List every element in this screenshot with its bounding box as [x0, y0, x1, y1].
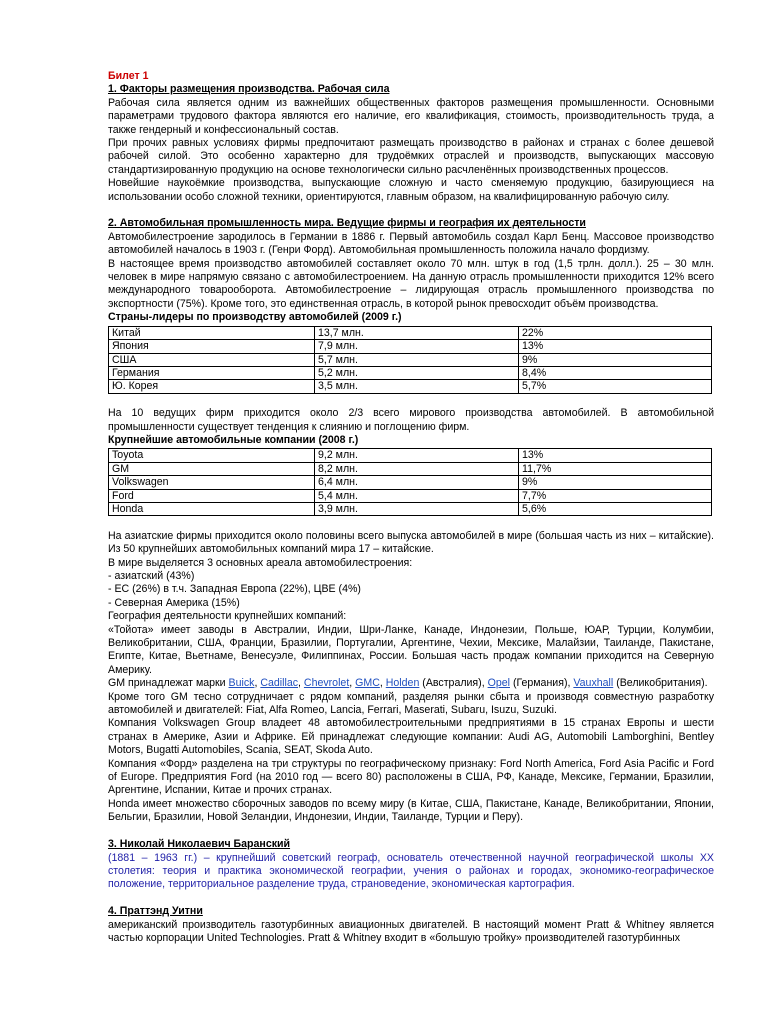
- table-row: [109, 353, 712, 366]
- table-cell: 9%: [519, 476, 712, 489]
- ford-paragraph: Компания «Форд» разделена на три структуры по географическому признаку: Ford North America, Ford Asia Pacific и Ford of Europe. Предприятия Ford (на 2010 год — всего 80) расположены в США, РФ, Канаде, Мексике, Германии, Бразилии, Аргентине, Испании, Китае и прочих странах.: [108, 757, 714, 797]
- ticket-title: Билет 1: [108, 70, 149, 82]
- section-2-paragraph: Автомобилестроение зародилось в Германии в 1886 г. Первый автомобиль создал Карл Бенц. Массовое производство автомобилей началось в 1903 г. (Генри Форд). Автомобильная промышленность положила начало фордизму.: [108, 230, 714, 257]
- section-2-paragraph: На азиатские фирмы приходится около половины всего выпуска автомобилей в мире (большая часть из них – китайские). Из 50 крупнейших автомобильных компаний мира 17 – китайские.: [108, 529, 714, 556]
- table-cell: 3,5 млн.: [315, 380, 519, 393]
- table-cell: 8,4%: [519, 366, 712, 379]
- link-cadillac[interactable]: Cadillac: [260, 677, 299, 690]
- table-cell: 9%: [519, 353, 712, 366]
- section-1-heading: 1. Факторы размещения производства. Рабочая сила: [108, 83, 390, 96]
- section-3-paragraph: (1881 – 1963 гг.) – крупнейший советский географ, основатель отечественной научной географической школы XX столетия: теория и практика экономической географии, учения о районах и городах, экономико-географическое положение, территориальное разделение труда, страноведение, экономическая картография.: [108, 851, 714, 891]
- gm-cooperation-paragraph: Кроме того GM тесно сотрудничает с рядом компаний, разделяя рынки сбыта и производя совместную разработку автомобилей и двигателей: Fiat, Alfa Romeo, Lancia, Ferrari, Maserati, Subaru, Isuzu, Suzuki.: [108, 690, 714, 717]
- table-row: [109, 380, 712, 393]
- section-4-heading: 4. Праттэнд Уитни: [108, 905, 203, 918]
- table-row: [109, 476, 712, 489]
- vauxhall-note: (Великобритания).: [616, 677, 708, 690]
- geo-intro: География деятельности крупнейших компаний:: [108, 610, 347, 623]
- section-2-paragraph: На 10 ведущих фирм приходится около 2/3 всего мирового производства автомобилей. В автомобильной промышленности существует тенденция к слиянию и поглощению фирм.: [108, 407, 714, 433]
- gm-intro-text: GM принадлежат марки: [108, 677, 226, 690]
- table-cell: 13%: [519, 340, 712, 353]
- section-4-paragraph: американский производитель газотурбинных авиационных двигателей. В настоящий момент Pratt & Whitney является частью корпорации United Technologies. Pratt & Whitney входит в «большую тройку» производителей газотурбинных: [108, 918, 714, 944]
- table-row: [109, 489, 712, 502]
- table-cell: Япония: [109, 340, 315, 353]
- table-cell: 5,6%: [519, 502, 712, 515]
- table-cell: 5,7 млн.: [315, 353, 519, 366]
- spacer: [108, 892, 714, 905]
- document-page: [108, 70, 714, 945]
- table-cell: Ford: [109, 489, 315, 502]
- spacer: [108, 394, 714, 407]
- table-cell: 3,9 млн.: [315, 502, 519, 515]
- table-cell: GM: [109, 462, 315, 475]
- spacer: [108, 825, 714, 838]
- table-cell: 5,2 млн.: [315, 366, 519, 379]
- link-gmc[interactable]: GMC: [355, 677, 380, 690]
- table-1-caption: Страны-лидеры по производству автомобилей (2009 г.): [108, 311, 402, 324]
- table-row: [109, 366, 712, 379]
- table-cell: 9,2 млн.: [315, 449, 519, 462]
- link-opel[interactable]: Opel: [487, 677, 510, 690]
- opel-note: (Германия),: [512, 677, 571, 690]
- table-row: [109, 340, 712, 353]
- table-cell: 8,2 млн.: [315, 462, 519, 475]
- section-3-heading: 3. Николай Николаевич Баранский: [108, 838, 291, 851]
- table-cell: 11,7%: [519, 462, 712, 475]
- table-cell: 7,7%: [519, 489, 712, 502]
- table-companies: [108, 448, 712, 516]
- section-2-paragraph: В настоящее время производство автомобилей составляет около 70 млн. штук в год (1,5 трлн. долл.). 25 – 30 млн. человек в мире напрямую связано с автомобилестроением. На данную отрасль промышленности приходится 12% всего международного товарооборота. Автомобилестроение – лидирующая отрасль промышленного производства по экспортности (75%). Кроме того, это единственная отрасль, в которой рынок превосходит объём производства.: [108, 257, 714, 310]
- table-cell: 5,4 млн.: [315, 489, 519, 502]
- list-item: - ЕС (26%) в т.ч. Западная Европа (22%), ЦВЕ (4%): [108, 583, 361, 596]
- link-vauxhall[interactable]: Vauxhall: [573, 677, 614, 690]
- table-cell: 13,7 млн.: [315, 326, 519, 339]
- link-holden[interactable]: Holden: [385, 677, 420, 690]
- link-chevrolet[interactable]: Chevrolet: [303, 677, 350, 690]
- table-cell: Honda: [109, 502, 315, 515]
- section-1-paragraph: Рабочая сила является одним из важнейших общественных факторов размещения промышленности. Основными параметрами трудового фактора являются его наличие, его квалификация, стоимость, производительность труда, а также гендерный и конфессиональный состав.: [108, 96, 714, 136]
- table-cell: 7,9 млн.: [315, 340, 519, 353]
- table-cell: 22%: [519, 326, 712, 339]
- table-cell: Ю. Корея: [109, 380, 315, 393]
- table-2-caption: Крупнейшие автомобильные компании (2008 г.): [108, 433, 359, 446]
- honda-paragraph: Honda имеет множество сборочных заводов по всему миру (в Китае, США, Пакистане, Канаде, Великобритании, Японии, Бельгии, Бразилии, Новой Зеландии, Индонезии, Индии, Таиланде, Турции и Перу).: [108, 797, 714, 824]
- table-row: [109, 462, 712, 475]
- table-cell: Volkswagen: [109, 476, 315, 489]
- spacer: [108, 516, 714, 529]
- table-cell: 13%: [519, 449, 712, 462]
- toyota-paragraph: «Тойота» имеет заводы в Австралии, Индии, Шри-Ланке, Канаде, Индонезии, Польше, ЮАР, Турции, Колумбии, Великобритании, США, Франции, Бразилии, Португалии, Аргентине, Чехии, Мексике, Малайзии, Таиланде, Пакистане, Египте, Китае, Вьетнаме, Венесуэле, Филиппинах, России. Большая часть продаж компании приходится на Северную Америку.: [108, 623, 714, 676]
- table-countries-leaders: [108, 326, 712, 394]
- table-row: [109, 449, 712, 462]
- table-row: [109, 502, 712, 515]
- section-1-paragraph: При прочих равных условиях фирмы предпочитают размещать производство в районах и странах с более дешевой рабочей силой. Это особенно характерно для трудоёмких отраслей и производств, выпускающих массовую стандартизированную продукцию на основе технологически сильно расчленённых производственных процессов.: [108, 137, 714, 176]
- volkswagen-paragraph: Компания Volkswagen Group владеет 48 автомобилестроительными предприятиями в 15 странах Европы и шести странах в Америке, Азии и Африке. Ей принадлежат следующие компании: Audi AG, Automobili Lamborghini, Bentley Motors, Bugatti Automobiles, Scania, SEAT, Skoda Auto.: [108, 717, 714, 757]
- table-cell: Китай: [109, 326, 315, 339]
- section-1-paragraph: Новейшие наукоёмкие производства, выпускающие сложную и часто сменяемую продукцию, базирующиеся на использовании особо сложной техники, ориентируются, главным образом, на квалифицированную рабочую силу.: [108, 177, 714, 203]
- table-row: [109, 326, 712, 339]
- table-cell: 6,4 млн.: [315, 476, 519, 489]
- table-cell: Toyota: [109, 449, 315, 462]
- holden-note: (Австралия),: [422, 677, 485, 690]
- list-item: - азиатский (43%): [108, 569, 195, 582]
- section-2-heading: 2. Автомобильная промышленность мира. Ведущие фирмы и география их деятельности: [108, 217, 586, 230]
- table-cell: Германия: [109, 366, 315, 379]
- spacer: [108, 204, 714, 217]
- areas-intro: В мире выделяется 3 основных ареала автомобилестроения:: [108, 556, 413, 569]
- table-cell: 5,7%: [519, 380, 712, 393]
- gm-paragraph: GM принадлежат марки Buick, Cadillac, Chevrolet, GMC, Holden (Австралия), Opel (Германия), Vauxhall (Великобритания).: [108, 677, 708, 690]
- list-item: - Северная Америка (15%): [108, 596, 240, 609]
- table-cell: США: [109, 353, 315, 366]
- link-buick[interactable]: Buick: [228, 677, 255, 690]
